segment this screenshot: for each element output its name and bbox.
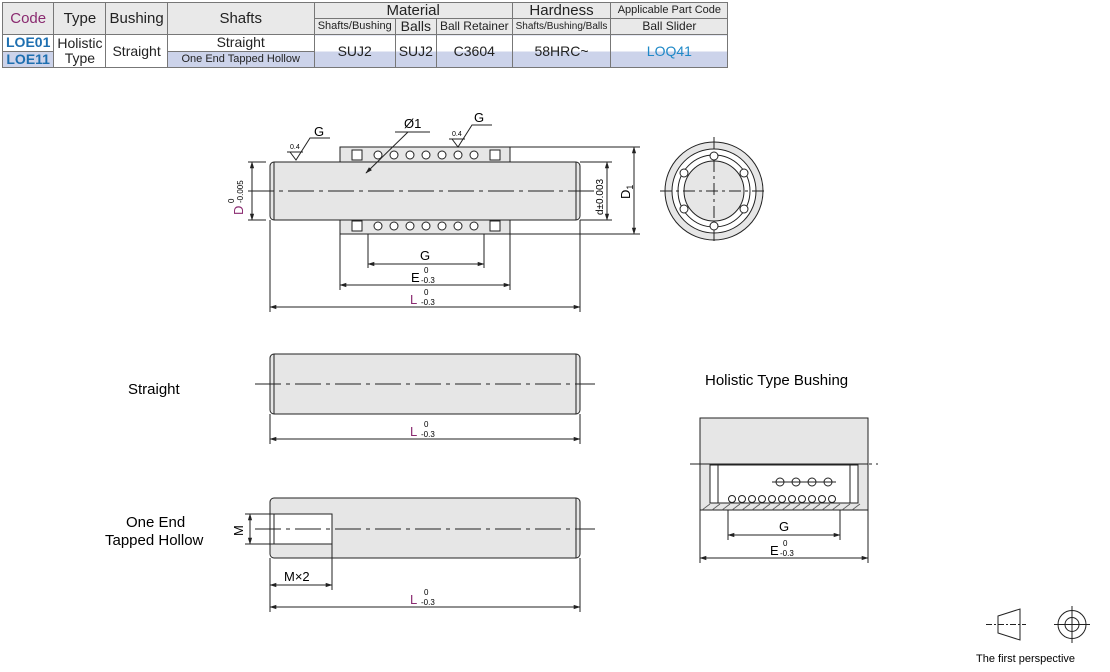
label-G-right: G — [474, 110, 485, 125]
end-view — [660, 137, 768, 245]
surface-mark-left: 0.4 — [290, 144, 300, 151]
type-line2: Type — [64, 50, 96, 66]
tapped-shaft-view — [105, 498, 595, 612]
projection-symbol-icon — [976, 606, 1090, 665]
shafts-tapped: One End Tapped Hollow — [167, 51, 314, 68]
code-loe01: LOE01 — [3, 35, 54, 52]
label-phi1: Ø1 — [404, 116, 422, 131]
assembly-view — [227, 110, 640, 312]
header-balls: Balls — [395, 19, 436, 35]
svg-text:-0.3: -0.3 — [780, 549, 794, 558]
svg-text:0: 0 — [424, 288, 429, 297]
dim-L-tapped: L — [410, 592, 418, 607]
svg-text:-0.3: -0.3 — [421, 298, 435, 307]
svg-text:0: 0 — [424, 420, 429, 429]
header-hardness-sub: Shafts/Bushing/Balls — [512, 19, 611, 35]
svg-text:0: 0 — [424, 266, 429, 275]
svg-text:-0.3: -0.3 — [421, 276, 435, 285]
header-applicable: Applicable Part Code — [611, 3, 728, 19]
header-ball-slider: Ball Slider — [611, 19, 728, 35]
label-tapped-line2: Tapped Hollow — [105, 532, 204, 549]
bushing-view — [690, 372, 878, 563]
svg-text:0: 0 — [783, 539, 788, 548]
header-code: Code — [3, 3, 54, 35]
type-line1: Holistic — [57, 35, 103, 51]
header-hardness: Hardness — [512, 3, 611, 19]
header-ball-retainer: Ball Retainer — [436, 19, 512, 35]
label-G-left: G — [314, 124, 325, 139]
header-bushing: Bushing — [106, 3, 167, 35]
dim-L-straight: L — [410, 424, 418, 439]
dim-Mx2: M×2 — [284, 569, 310, 584]
dim-D-tol-top: 0 — [227, 198, 236, 203]
label-tapped-line1: One End — [126, 514, 186, 531]
header-type: Type — [54, 3, 106, 35]
label-bushing-title: Holistic Type Bushing — [705, 372, 849, 389]
dim-D1: $D_1$ — [618, 184, 635, 199]
material-ball-retainer: C3604 — [436, 35, 512, 68]
dim-G-bushing: G — [779, 519, 790, 534]
dim-L-main: L — [410, 292, 418, 307]
svg-text:0: 0 — [424, 588, 429, 597]
dim-E: E — [411, 270, 420, 285]
header-material: Material — [314, 3, 512, 19]
header-shafts: Shafts — [167, 3, 314, 35]
header-shafts-bushing: Shafts/Bushing — [314, 19, 395, 35]
hardness-value: 58HRC~ — [512, 35, 611, 68]
svg-text:-0.3: -0.3 — [421, 598, 435, 607]
dim-M: M — [231, 525, 246, 536]
label-straight: Straight — [128, 381, 180, 398]
svg-text:-0.3: -0.3 — [421, 430, 435, 439]
code-loe11: LOE11 — [3, 51, 54, 68]
surface-mark-right: 0.4 — [452, 131, 462, 138]
applicable-part: LOQ41 — [611, 35, 728, 68]
dim-d: d±0.003 — [595, 178, 606, 215]
straight-shaft-view — [128, 354, 595, 444]
material-balls: SUJ2 — [395, 35, 436, 68]
dim-D-tol-bottom: -0.005 — [236, 180, 245, 203]
bushing-cell: Straight — [106, 35, 167, 68]
dim-D: D — [231, 205, 246, 215]
dim-E-bushing: E — [770, 543, 779, 558]
material-shafts-bushing: SUJ2 — [314, 35, 395, 68]
shafts-straight: Straight — [167, 35, 314, 52]
dim-G: G — [420, 248, 431, 263]
label-first-perspective: The first perspective — [976, 653, 1076, 665]
